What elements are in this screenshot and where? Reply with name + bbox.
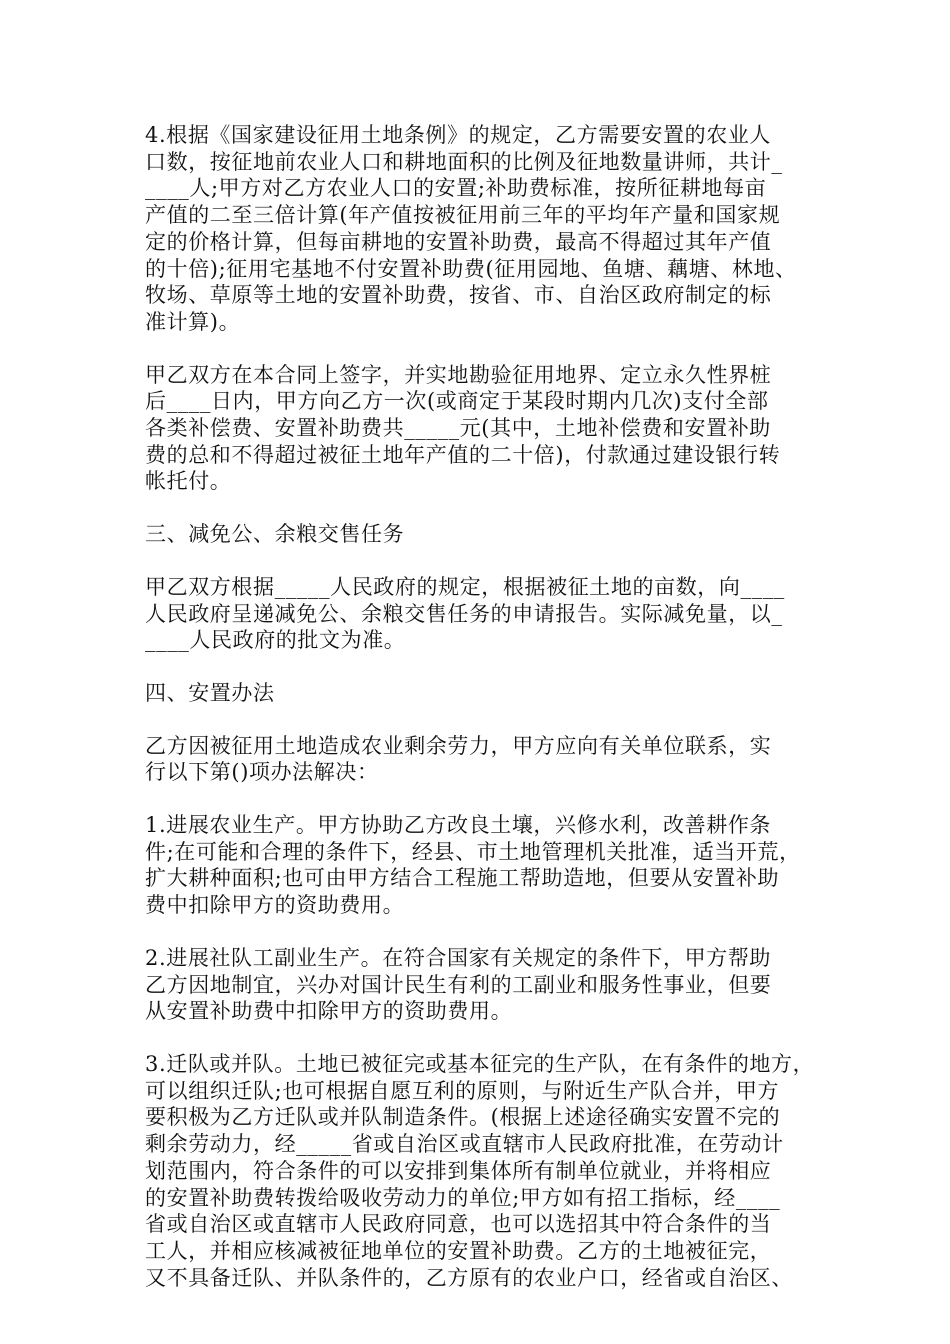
text-line: 费的总和不得超过被征土地年产值的二十倍)，付款通过建设银行转 — [145, 442, 781, 467]
document-body — [145, 122, 815, 1317]
paragraph-item-4 — [145, 122, 810, 336]
text-line: 牧场、草原等土地的安置补助费，按省、市、自治区政府制定的标 — [145, 283, 772, 308]
text-line: 定的价格计算，但每亩耕地的安置补助费，最高不得超过其年产值 — [145, 229, 772, 254]
text-line: 后____日内，甲方向乙方一次(或商定于某段时期内几次)支付全部 — [145, 389, 769, 414]
text-line: 剩余劳动力，经_____省或自治区或直辖市人民政府批准，在劳动计 — [145, 1132, 784, 1157]
text-line: 省或自治区或直辖市人民政府同意，也可以选招其中符合条件的当 — [145, 1212, 772, 1237]
text-line: 的十倍);征用宅基地不付安置补助费(征用园地、鱼塘、藕塘、林地、 — [145, 256, 797, 281]
text-line: 工人，并相应核减被征地单位的安置补助费。乙方的土地被征完， — [145, 1238, 772, 1263]
text-line: 从安置补助费中扣除甲方的资助费用。 — [145, 999, 513, 1024]
section-heading-4 — [145, 680, 810, 707]
text-line: 费中扣除甲方的资助费用。 — [145, 893, 405, 918]
paragraph-resettle-intro — [145, 733, 810, 786]
heading-text: 三、减免公、余粮交售任务 — [145, 522, 405, 547]
text-line: 乙方因被征用土地造成农业剩余劳力，甲方应向有关单位联系，实 — [145, 733, 772, 758]
paragraph-method-1 — [145, 812, 810, 919]
text-line: 划范围内，符合条件的可以安排到集体所有制单位就业，并将相应 — [145, 1158, 772, 1183]
text-line: ____人;甲方对乙方农业人口的安置;补助费标准，按所征耕地每亩 — [145, 176, 767, 201]
text-line: 甲乙双方根据_____人民政府的规定，根据被征土地的亩数，向____ — [145, 574, 785, 599]
text-line: 扩大耕种面积;也可由甲方结合工程施工帮助造地，但要从安置补助 — [145, 866, 780, 891]
text-line: 1.进展农业生产。甲方协助乙方改良土壤，兴修水利，改善耕作条 — [145, 813, 772, 838]
text-line: 3.迁队或并队。土地已被征完或基本征完的生产队，在有条件的地方， — [145, 1051, 815, 1076]
section-heading-3 — [145, 521, 810, 548]
text-line: 人民政府呈递减免公、余粮交售任务的申请报告。实际减免量，以_ — [145, 601, 783, 626]
text-line: 甲乙双方在本合同上签字，并实地勘验征用地界、定立永久性界桩 — [145, 362, 772, 387]
paragraph-method-3 — [145, 1051, 815, 1291]
text-line: 帐托付。 — [145, 469, 232, 494]
text-line: 各类补偿费、安置补助费共_____元(其中，土地补偿费和安置补助 — [145, 416, 771, 441]
text-line: 准计算)。 — [145, 309, 241, 334]
text-line: 又不具备迁队、并队条件的，乙方原有的农业户口，经省或自治区、 — [145, 1265, 793, 1290]
paragraph-method-2 — [145, 945, 810, 1025]
text-line: 可以组织迁队;也可根据自愿互利的原则，与附近生产队合并，甲方 — [145, 1078, 780, 1103]
text-line: 2.进展社队工副业生产。在符合国家有关规定的条件下，甲方帮助 — [145, 945, 772, 970]
paragraph-payment — [145, 362, 810, 496]
text-line: ____人民政府的批文为准。 — [145, 628, 406, 653]
text-line: 件;在可能和合理的条件下，经县、市土地管理机关批准，适当开荒， — [145, 839, 801, 864]
text-line: 行以下第()项办法解决： — [145, 760, 379, 785]
heading-text: 四、安置办法 — [145, 680, 275, 705]
text-line: 要积极为乙方迁队或并队制造条件。(根据上述途径确实安置不完的 — [145, 1105, 781, 1130]
text-line: 的安置补助费转拨给吸收劳动力的单位;甲方如有招工指标，经____ — [145, 1185, 781, 1210]
text-line: 产值的二至三倍计算(年产值按被征用前三年的平均年产量和国家规 — [145, 203, 781, 228]
paragraph-grain — [145, 574, 810, 654]
text-line: 口数，按征地前农业人口和耕地面积的比例及征地数量讲师，共计_ — [145, 149, 783, 174]
text-line: 4.根据《国家建设征用土地条例》的规定，乙方需要安置的农业人 — [145, 123, 772, 147]
text-line: 乙方因地制宜，兴办对国计民生有利的工副业和服务性事业，但要 — [145, 972, 772, 997]
